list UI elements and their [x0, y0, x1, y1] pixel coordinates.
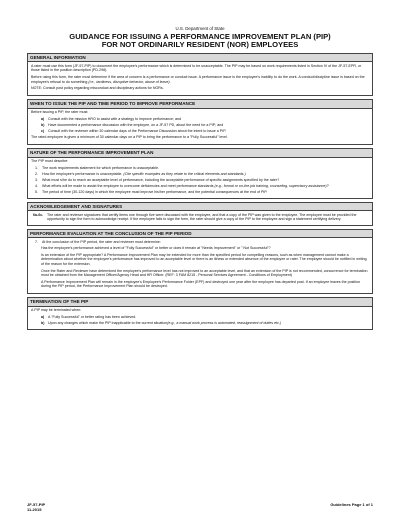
list-item: a) A "Fully Successful" or better rating has been achieved. — [41, 315, 137, 320]
list-item: a) Consult with the mission HRO to assist with a strategy to improve performance; and — [41, 117, 182, 122]
section-heading: WHEN TO ISSUE THE PIP AND TIME PERIOD TO IMPROVE PERFORMANCE — [28, 100, 372, 108]
list-item: 2. How the employee's performance is unacceptable. (Cite specific examples as they relate to the critical elements and standards.) — [35, 171, 246, 176]
list-item: b) Have documented a performance discussion with the employee, on a JF-57 PD, about the need for a PIP; and — [41, 122, 224, 127]
note-paragraph: NOTE: Consult post policy regarding misconduct and disciplinary actions for NORs. — [31, 86, 164, 91]
termination-section — [27, 297, 373, 329]
paragraph: Has the employee's performance achieved a level of "Fully Successful" or better or does it remain at "Needs Improvement" or " Not Successful"? — [41, 245, 271, 250]
list-item: b) Upon any changes which make the PIP inapplicable to the current situation(e.g., a manual work process is automated, reassignment of duties etc.) — [41, 320, 282, 325]
title-line-2: FOR NOT ORDINARILY RESIDENT (NOR) EMPLOYEES — [101, 40, 299, 50]
paragraph: Before issuing a PIP, the rater must: — [31, 110, 89, 115]
paragraph: Is an extension of the PIP appropriate? A Performance Improvement Plan may be extended for more than the specified period for compelling reasons, such as when management cannot make a determination about whether the employee's performance has improved to an acceptable level or there is an illness or extended absence of the employee or rater. The employee should be notified in writing of the reason for the extension. — [41, 252, 367, 266]
paragraph: The rated employee is given a minimum of 30 calendar days on a PIP to bring the performance to a "Fully Successful" level. — [31, 135, 228, 140]
title-line-1: GUIDANCE FOR ISSUING A PERFORMANCE IMPROVEMENT PLAN (PIP) — [69, 31, 331, 41]
section-heading: PERFORMANCE EVALUATION AT THE CONCLUSION OF THE PIP PERIOD — [28, 230, 372, 238]
when-to-issue-section — [27, 99, 373, 145]
section-heading: ACKNOWLEDGEMENT AND SIGNATURES — [28, 203, 372, 211]
paragraph: Before using this form, the rater must determine if the area of concern is a performance or conduct issue. A performance issue is the employee's inability to do the work. A conduct/discipline issue is based on the employee's refusal to do something (i.e., tardiness, disruptive behavior, abuse of leave). — [31, 75, 365, 84]
department-name: U.S. Department of State — [175, 26, 225, 31]
paragraph: A rater must use this form (JF-57-PIP) to document the employee's performance which is determined to be unacceptable. The PIP may be based on work requirements listed in Section IV of the JF-57-EPR, or those listed in the position description (PD-298). — [31, 63, 362, 73]
general-information-section — [27, 53, 373, 96]
paragraph: A PIP may be terminated when: — [31, 308, 82, 313]
form-number: JF-57-PIP — [27, 502, 46, 507]
section-heading: TERMINATION OF THE PIP — [28, 298, 372, 306]
list-item: 7. At the conclusion of the PIP period, the rater and reviewer must determine: — [35, 239, 161, 244]
section-heading: NATURE OF THE PERFORMANCE IMPROVEMENT PLAN — [28, 149, 372, 157]
form-date: 11-2015 — [27, 507, 42, 513]
page-number: Guidelines Page 1 of 1 — [330, 502, 373, 507]
list-item: 1. The work requirements statement for which performance is unacceptable. — [35, 165, 160, 170]
paragraph: The PIP must describe: — [31, 159, 69, 163]
evaluation-section — [27, 229, 373, 294]
document-title — [27, 33, 373, 50]
section-heading: GENERAL INFORMATION — [28, 54, 372, 62]
list-item: c) Consult with the reviewer within 30 calendar days of the Performance Discussion about the intent to issue a PIP. — [41, 128, 227, 133]
acknowledgement-section — [27, 202, 373, 226]
nature-of-pip-section — [27, 148, 373, 199]
list-item: 5. The period of time (30-120 days) in which the employee must improve his/her performance, and the potential consequences at the end of PIP. — [35, 189, 268, 194]
paragraph: A Performance Improvement Plan will remain in the employee's Employee's Performance Folder (EPF) and destroyed one year after the employee has departed post. If an employee leaves the position during the PIP period, the Performance Improvement Plan should be destroyed. — [41, 279, 360, 289]
list-item: 6a-6c. The rater and reviewer signatures that certify items one through five were discussed with the employee, and that a copy of the PIP was given to the employee. The employee must be provided the opportunity to sign the form to acknowledge receipt. If the employee fails to sign the form, the rater should give a copy of the PIP to the employee and sign a statement certifying delivery. — [33, 212, 357, 222]
list-item: 4. What efforts will be made to assist the employee to overcome deficiencies and meet performance standards (e.g., formal or on-the-job training, counseling, supervisory assistance)? — [35, 183, 329, 188]
list-item: 3. What must s/he do to reach an acceptable level of performance, including the acceptable performance of specific assignments specified by the rater? — [35, 177, 280, 182]
paragraph: Once the Rater and Reviewer have determined the employee's performance level has not improved to an acceptable level, and that an extension of the PIP is not recommended, concurrence for termination must be obtained from the Management Officer/Agency Head and HR Officer. (REF: 3 FAM 8215 - Personal Services Agreement - Conditions of Employment) — [41, 268, 368, 278]
page-footer — [27, 502, 373, 513]
